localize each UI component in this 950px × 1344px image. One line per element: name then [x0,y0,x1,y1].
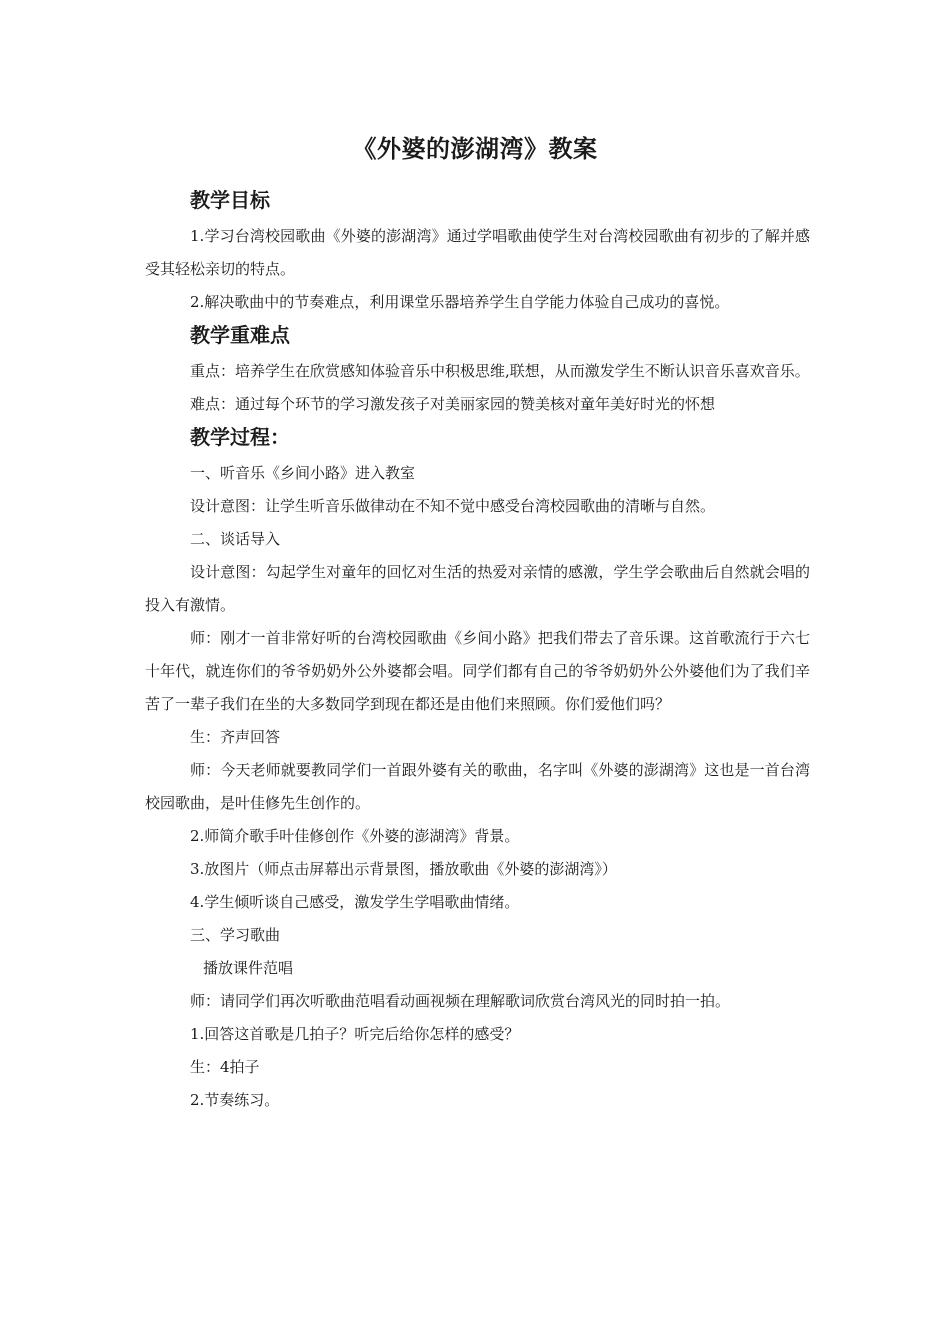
paragraph: 师：刚才一首非常好听的台湾校园歌曲《乡间小路》把我们带去了音乐课。这首歌流行于六七十年代，就连你们的爷爷奶奶外公外婆都会唱。同学们都有自己的爷爷奶奶外公外婆他们为了我们辛苦了一辈子我们在坐的大多数同学到现在都还是由他们来照顾。你们爱他们吗？ [145,629,810,713]
paragraph: 生：齐声回答 [190,728,281,746]
paragraph: 生：4拍子 [190,1058,260,1076]
section-heading-key-points: 教学重难点 [190,323,290,347]
paragraph: 设计意图：勾起学生对童年的回忆对生活的热爱对亲情的感激，学生学会歌曲后自然就会唱的投入有激情。 [145,563,810,614]
paragraph: 播放课件范唱 [203,959,294,977]
document-body [145,184,810,1117]
section-heading-process: 教学过程： [190,425,290,449]
paragraph: 重点：培养学生在欣赏感知体验音乐中积极思维,联想，从而激发学生不断认识音乐喜欢音乐。 [190,362,810,380]
paragraph: 2.师简介歌手叶佳修创作《外婆的澎湖湾》背景。 [190,827,520,845]
paragraph: 一、听音乐《乡间小路》进入教室 [190,464,416,482]
paragraph: 2.解决歌曲中的节奏难点，利用课堂乐器培养学生自学能力体验自己成功的喜悦。 [190,293,730,311]
paragraph: 2.节奏练习。 [190,1091,280,1109]
document-title: 《外婆的澎湖湾》教案 [352,135,598,163]
paragraph: 二、谈话导入 [190,530,281,548]
paragraph: 设计意图：让学生听音乐做律动在不知不觉中感受台湾校园歌曲的清晰与自然。 [190,497,716,515]
paragraph: 师：今天老师就要教同学们一首跟外婆有关的歌曲，名字叫《外婆的澎湖湾》这也是一首台湾校园歌曲，是叶佳修先生创作的。 [145,761,810,812]
section-heading-objectives: 教学目标 [190,188,270,212]
paragraph: 4.学生倾听谈自己感受，激发学生学唱歌曲情绪。 [190,893,520,911]
paragraph: 1.学习台湾校园歌曲《外婆的澎湖湾》通过学唱歌曲使学生对台湾校园歌曲有初步的了解并感受其轻松亲切的特点。 [145,227,810,278]
paragraph: 3.放图片（师点击屏幕出示背景图，播放歌曲《外婆的澎湖湾》） [190,860,617,878]
paragraph: 师：请同学们再次听歌曲范唱看动画视频在理解歌词欣赏台湾风光的同时拍一拍。 [190,992,731,1010]
paragraph: 难点：通过每个环节的学习激发孩子对美丽家园的赞美核对童年美好时光的怀想 [190,395,716,413]
paragraph: 1.回答这首歌是几拍子？听完后给你怎样的感受？ [190,1025,520,1043]
paragraph: 三、学习歌曲 [190,926,281,944]
